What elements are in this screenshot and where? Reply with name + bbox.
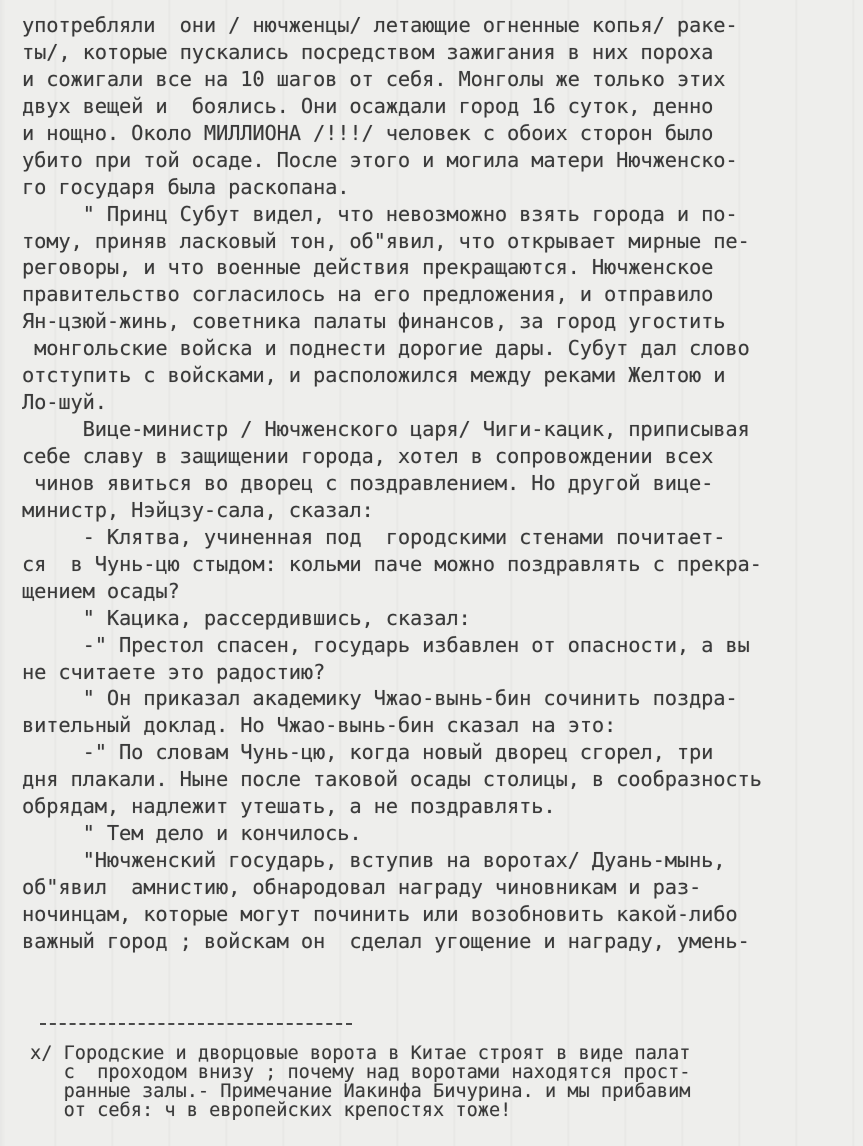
footnote [30,1044,830,1120]
text-line: " Принц Субут видел, что невозможно взять города и по- [22,201,738,226]
text-line: Ло-шуй. [22,390,107,415]
text-line: -" По словам Чунь-цю, когда новый дворец сгорел, три [22,740,714,765]
text-line: обрядам, надлежит утешать, а не поздравлять. [22,794,556,819]
text-line: монгольские войска и поднести дорогие дары. Субут дал слово [22,336,750,361]
text-line: убито при той осаде. После этого и могила матери Нючженско- [22,147,738,172]
text-line: не считаете это радостию? [22,659,326,684]
text-line: министр, Нэйцзу-сала, сказал: [22,497,374,522]
text-line: употребляли они / нючженцы/ летающие огненные копья/ раке- [22,13,738,37]
text-line: и сожигали все на 10 шагов от себя. Монголы же только этих [22,66,726,91]
text-line: - Клятва, учиненная под городскими стенами почитает- [22,524,726,549]
text-line: " Он приказал академику Чжао-вынь-бин сочинить поздра- [22,686,738,711]
text-line: ся в Чунь-цю стыдом: кольми паче можно поздравлять с прекра- [22,551,762,576]
footnote-line: ранные залы.- Примечание Иакинфа Бичурина. и мы прибавим [30,1082,691,1101]
text-line: отступить с войсками, и расположился между реками Желтою и [22,363,726,388]
footnote-line: от себя: ч в европейских крепостях тоже! [30,1101,512,1120]
text-line: щением осады? [22,578,180,603]
text-line: ночинцам, которые могут починить или возобновить какой-либо [22,901,738,926]
text-line: -" Престол спасен, государь избавлен от опасности, а вы [22,632,750,657]
text-line: чинов явиться во дворец с поздравлением. Но другой вице- [22,470,714,495]
text-line: двух вещей и боялись. Они осаждали город 16 суток, денно [22,93,714,118]
text-line: тому, приняв ласковый тон, об"явил, что открывает мирные пе- [22,228,750,253]
main-text [22,12,852,955]
footnote-separator [40,1023,352,1025]
text-line: об"явил амнистию, обнародовал награду чиновникам и раз- [22,875,702,899]
footnote-line: с проходом внизу ; почему над воротами находятся прост- [30,1063,691,1082]
text-line: Вице-министр / Нючженского царя/ Чиги-кацик, приписывая [22,417,750,442]
text-line: и нощно. Около МИЛЛИОНА /!!!/ человек с обоих сторон было [22,120,714,145]
text-line: " Кацика, рассердившись, сказал: [22,605,471,630]
text-line: дня плакали. Ныне после таковой осады столицы, в сообразность [22,767,762,792]
text-line: правительство согласилось на его предложения, и отправило [22,282,714,307]
text-line: вительный доклад. Но Чжао-вынь-бин сказал на это: [22,713,617,738]
text-line: " Тем дело и кончилось. [22,821,362,846]
text-line: реговоры, и что военные действия прекращаются. Нючженское [22,255,714,280]
footnote-line: x/ Городские и дворцовые ворота в Китае строят в виде палат [30,1044,691,1063]
text-line: ты/, которые пускались посредством зажигания в них пороха [22,39,714,64]
text-line: Ян-цзюй-жинь, советника палаты финансов, за город угостить [22,309,726,334]
text-line: го государя была раскопана. [22,174,350,199]
text-line: себе славу в защищении города, хотел в сопровождении всех [22,444,714,468]
text-line: важный город ; войскам он сделал угощение и награду, умень- [22,928,750,953]
text-line: "Нючженский государь, вступив на воротаx/ Дуань-мынь, [22,848,726,873]
